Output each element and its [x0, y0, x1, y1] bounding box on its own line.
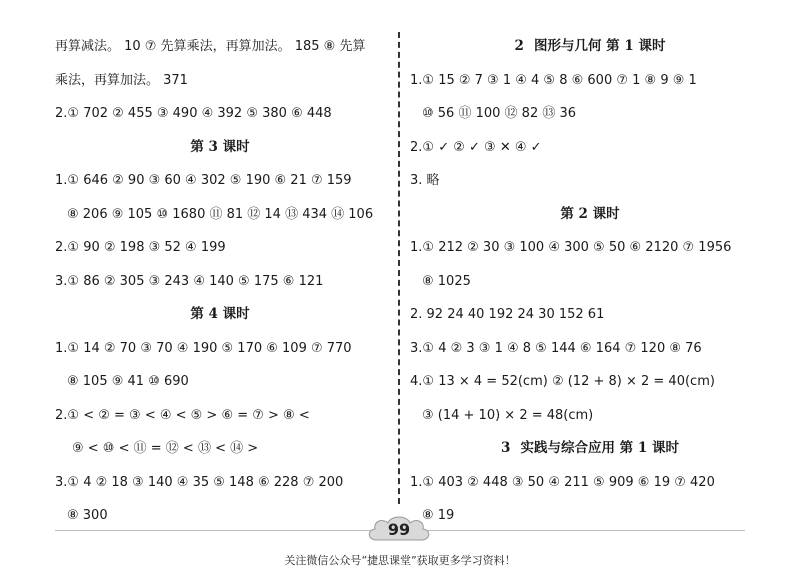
answer-line: 4.① 13 × 4 = 52(cm) ② (12 + 8) × 2 = 40(cm) — [410, 374, 715, 389]
answer-line: 1.① 403 ② 448 ③ 50 ④ 211 ⑤ 909 ⑥ 19 ⑦ 420 — [410, 474, 715, 490]
section-title: 图形与几何 第 1 课时 — [533, 38, 666, 54]
answer-line: ⑧ 19 — [422, 508, 455, 523]
answer-line: 再算减法。 10 ⑦ 先算乘法，再算加法。 185 ⑧ 先算 — [55, 39, 366, 54]
lesson-heading: 第 3 课时 — [190, 138, 250, 155]
answer-line: 3.① 4 ② 3 ③ 1 ④ 8 ⑤ 144 ⑥ 164 ⑦ 120 ⑧ 76 — [410, 340, 702, 356]
answer-line: 2. 92 24 40 192 24 30 152 61 — [410, 307, 605, 322]
answer-line: 1.① 15 ② 7 ③ 1 ④ 4 ⑤ 8 ⑥ 600 ⑦ 1 ⑧ 9 ⑨ 1 — [410, 72, 697, 88]
lesson-heading: 第 4 课时 — [190, 306, 250, 322]
answer-line: 乘法，再算加法。 371 — [55, 72, 188, 88]
left-answer-column — [55, 30, 385, 533]
answer-line: 3.① 4 ② 18 ③ 140 ④ 35 ⑤ 148 ⑥ 228 ⑦ 200 — [55, 474, 344, 490]
answer-line: ③ (14 + 10) × 2 = 48(cm) — [422, 407, 594, 423]
answer-line: ⑧ 300 — [67, 508, 108, 523]
answer-line: 1.① 212 ② 30 ③ 100 ④ 300 ⑤ 50 ⑥ 2120 ⑦ 1956 — [410, 240, 732, 255]
answer-line: 2.① 90 ② 198 ③ 52 ④ 199 — [55, 240, 226, 255]
section-number: 2 — [514, 38, 524, 54]
column-divider — [398, 32, 400, 504]
section-heading — [410, 432, 770, 466]
answer-line: 3. 略 — [410, 173, 440, 188]
footer-note: 关注微信公众号“捷思课堂”获取更多学习资料！ — [284, 554, 516, 567]
answer-line: 2.① < ② = ③ < ④ < ⑤ > ⑥ = ⑦ > ⑧ < — [55, 407, 310, 423]
answer-line: ⑩ 56 ⑪ 100 ⑫ 82 ⑬ 36 — [422, 106, 577, 121]
answer-line: ⑧ 206 ⑨ 105 ⑩ 1680 ⑪ 81 ⑫ 14 ⑬ 434 ⑭ 106 — [67, 206, 374, 222]
page-number: 99 — [387, 519, 411, 539]
section-heading — [410, 30, 770, 64]
right-answer-column — [410, 30, 770, 533]
answer-line: 1.① 14 ② 70 ③ 70 ④ 190 ⑤ 170 ⑥ 109 ⑦ 770 — [55, 340, 352, 356]
answer-line: ⑧ 1025 — [422, 273, 471, 289]
page-number-badge — [363, 512, 435, 546]
answer-line: ⑨ < ⑩ < ⑪ = ⑫ < ⑬ < ⑭ > — [72, 441, 259, 456]
section-number: 3 — [501, 440, 511, 456]
answer-line: 3.① 86 ② 305 ③ 243 ④ 140 ⑤ 175 ⑥ 121 — [55, 273, 324, 289]
answer-line: 2.① ✓ ② ✓ ③ ✕ ④ ✓ — [410, 139, 542, 155]
section-title: 实践与综合应用 第 1 课时 — [520, 440, 679, 456]
lesson-heading: 第 2 课时 — [560, 205, 620, 222]
answer-line: 1.① 646 ② 90 ③ 60 ④ 302 ⑤ 190 ⑥ 21 ⑦ 159 — [55, 173, 352, 188]
answer-line: ⑧ 105 ⑨ 41 ⑩ 690 — [67, 374, 189, 389]
answer-line: 2.① 702 ② 455 ③ 490 ④ 392 ⑤ 380 ⑥ 448 — [55, 106, 332, 121]
